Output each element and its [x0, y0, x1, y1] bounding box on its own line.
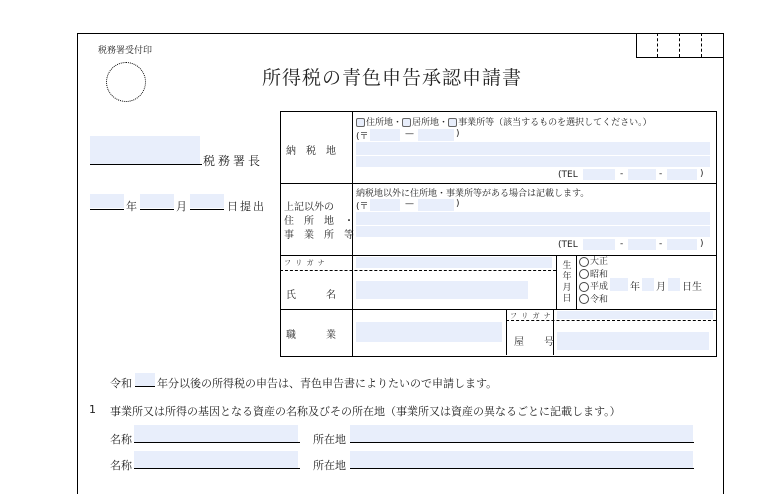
- day-field[interactable]: [190, 194, 224, 208]
- month-underline: [140, 209, 174, 210]
- row2-name-label: 名称: [110, 459, 132, 472]
- year-label: 年: [126, 200, 137, 213]
- address-tel-3[interactable]: [667, 169, 697, 180]
- other-postal-suffix: ): [456, 199, 460, 209]
- day-submit-label: 日提出: [227, 200, 266, 213]
- stamp-label: 税務署受付印: [98, 46, 153, 56]
- birth-month-field[interactable]: [642, 278, 654, 291]
- era-taisho-label: 大正: [590, 257, 609, 267]
- birth-day-label: 日生: [682, 282, 702, 293]
- birth-label-3: 日: [562, 294, 572, 304]
- name-furigana-label: フ リ ガ ナ: [284, 259, 326, 267]
- birth-month-label: 月: [656, 282, 666, 293]
- address-tel-1[interactable]: [583, 169, 615, 180]
- address-postal-2[interactable]: [418, 129, 454, 141]
- row2-name-underline: [134, 468, 300, 469]
- day-underline: [190, 209, 224, 210]
- address-tel-label: (TEL: [558, 170, 578, 180]
- address-options: 住所地・ 居所地・ 事業所等（該当するものを選択してください。）: [356, 115, 652, 128]
- shop-label: 屋 号: [514, 337, 554, 348]
- form-title: 所得税の青色申告承認申請書: [262, 67, 523, 89]
- birth-label-1: 年: [562, 272, 572, 282]
- stamp-circle: [106, 62, 146, 102]
- birth-label: [562, 261, 572, 305]
- name-field[interactable]: [356, 281, 528, 299]
- other-tel-dash-1: -: [620, 239, 624, 249]
- tax-office-field[interactable]: [90, 136, 200, 164]
- other-postal-prefix: (〒: [356, 202, 369, 212]
- row2-location-field[interactable]: [350, 451, 693, 468]
- address-tel-end: ): [700, 169, 704, 179]
- row-divider-2: [280, 255, 716, 256]
- tax-office-suffix: 税務署長: [203, 154, 264, 168]
- birth-divider: [556, 255, 557, 310]
- address-line-2[interactable]: [356, 156, 710, 167]
- address-postal-row: [356, 129, 369, 142]
- statement-text: 年分以後の所得税の申告は、青色申告書によりたいので申請します。: [157, 377, 498, 390]
- shop-furigana-label: フ リ ガ ナ: [510, 312, 552, 320]
- birth-year-label: 年: [630, 282, 640, 293]
- other-tel-3[interactable]: [667, 239, 697, 250]
- row1-location-field[interactable]: [350, 425, 693, 442]
- shop-furigana-dash: [506, 320, 716, 321]
- address-instruction: （該当するものを選択してください。）: [494, 118, 652, 128]
- furigana-dash-line: [280, 270, 556, 271]
- name-label: 氏 名: [286, 290, 336, 301]
- birth-year-field[interactable]: [610, 278, 628, 291]
- era-heisei-label: 平成: [590, 282, 609, 292]
- other-address-note: 納税地以外に住所地・事業所等がある場合は記載します。: [356, 189, 590, 199]
- era-heisei-radio[interactable]: [579, 282, 589, 292]
- era-showa-radio[interactable]: [579, 269, 589, 279]
- era-reiwa[interactable]: [579, 294, 608, 307]
- address-postal-1[interactable]: [370, 129, 400, 141]
- row1-name-underline: [134, 442, 300, 443]
- option-office-label: 事業所等: [458, 118, 495, 128]
- address-tel-2[interactable]: [628, 169, 656, 180]
- section1-text: 事業所又は所得の基因となる資産の名称及びその所在地（事業所又は資産の異なるごとに記載します。）: [110, 405, 621, 418]
- office-use-boxes: [636, 33, 723, 58]
- year-field[interactable]: [90, 194, 124, 208]
- other-address-label-2: 住 所 地 ・: [284, 216, 354, 227]
- row1-name-field[interactable]: [134, 425, 298, 442]
- era-showa-label: 昭和: [590, 269, 609, 280]
- statement-year-underline: [135, 386, 155, 387]
- row-divider-3: [280, 309, 716, 310]
- row2-location-label: 所在地: [313, 459, 346, 472]
- other-address-label-1: 上記以外の: [284, 202, 334, 213]
- birth-label-0: 生: [562, 261, 572, 271]
- address-postal-suffix: ): [456, 129, 460, 139]
- address-tel-dash-2: -: [659, 169, 663, 179]
- postal-prefix: (〒: [356, 132, 369, 142]
- era-heisei[interactable]: [579, 281, 608, 294]
- row1-location-label: 所在地: [313, 433, 346, 446]
- other-address-line-2[interactable]: [356, 226, 710, 237]
- statement-year-field[interactable]: [135, 373, 155, 386]
- other-tel-end: ): [700, 239, 704, 249]
- other-tel-2[interactable]: [628, 239, 656, 250]
- era-options: [579, 256, 608, 306]
- other-tel-1[interactable]: [583, 239, 615, 250]
- other-tel-label: (TEL: [558, 240, 578, 250]
- row1-location-underline: [350, 442, 694, 443]
- address-tel-dash-1: -: [620, 169, 624, 179]
- section1-number: 1: [89, 403, 96, 416]
- tax-office-underline: [90, 164, 202, 165]
- shop-name-field[interactable]: [557, 332, 709, 350]
- option-domicile-checkbox[interactable]: [402, 118, 411, 127]
- birth-day-field[interactable]: [668, 278, 680, 291]
- option-office-checkbox[interactable]: [448, 118, 457, 127]
- row2-location-underline: [350, 468, 694, 469]
- other-postal-2[interactable]: [418, 199, 454, 211]
- address-postal-dash: —: [405, 129, 414, 139]
- statement-prefix: 令和: [110, 377, 132, 390]
- birth-label-2: 月: [562, 283, 572, 293]
- month-label: 月: [176, 200, 187, 213]
- other-address-label-3: 事 業 所 等: [284, 230, 354, 241]
- row-divider-1: [280, 183, 716, 184]
- option-domicile-label: 居所地: [412, 118, 440, 128]
- address-label: 納 税 地: [286, 146, 336, 157]
- row1-name-label: 名称: [110, 433, 132, 446]
- shop-label-divider: [553, 309, 554, 355]
- birth-label-divider: [576, 255, 577, 310]
- occupation-field[interactable]: [356, 322, 502, 342]
- row2-name-field[interactable]: [134, 451, 298, 468]
- name-furigana-field[interactable]: [356, 257, 552, 268]
- era-reiwa-label: 令和: [590, 294, 609, 305]
- era-showa[interactable]: [579, 269, 608, 282]
- option-residence-label: 住所地: [366, 118, 394, 128]
- other-address-line-1[interactable]: [356, 212, 710, 225]
- era-reiwa-radio[interactable]: [579, 294, 589, 304]
- other-postal-1[interactable]: [370, 199, 400, 211]
- shop-furigana-field[interactable]: [557, 311, 713, 319]
- year-underline: [90, 209, 124, 210]
- era-taisho-radio[interactable]: [579, 257, 589, 267]
- other-tel-dash-2: -: [659, 239, 663, 249]
- occupation-label: 職 業: [286, 330, 336, 341]
- option-residence-checkbox[interactable]: [356, 118, 365, 127]
- shop-divider: [506, 309, 507, 355]
- address-line-1[interactable]: [356, 142, 710, 155]
- era-taisho[interactable]: [579, 256, 608, 269]
- other-postal-dash: —: [405, 199, 414, 209]
- month-field[interactable]: [140, 194, 174, 208]
